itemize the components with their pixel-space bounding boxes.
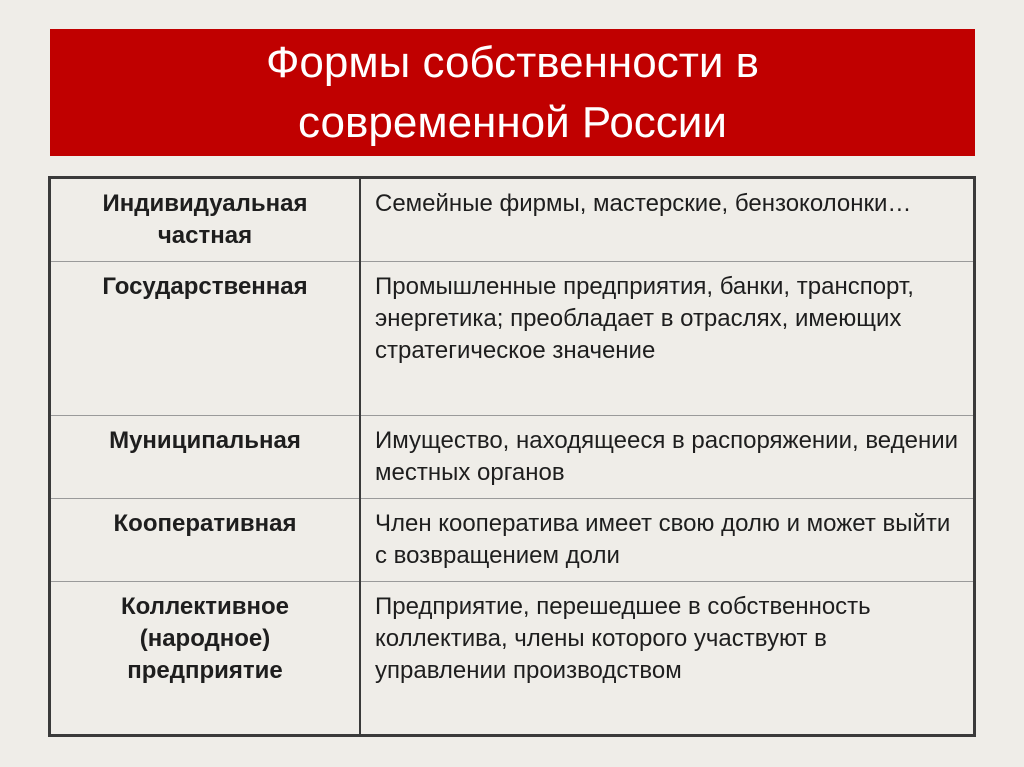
description-cell: Промышленные предприятия, банки, транспорт, энергетика; преобладает в отраслях, имеющих стратегическое значение <box>360 262 975 416</box>
table-row <box>50 416 975 499</box>
form-cell: Коллективное (народное) предприятие <box>50 582 361 736</box>
form-cell: Муниципальная <box>50 416 361 499</box>
description-cell: Предприятие, перешедшее в собственность коллектива, члены которого участвуют в управлении производством <box>360 582 975 736</box>
title-banner <box>50 29 975 156</box>
form-cell: Государственная <box>50 262 361 416</box>
slide-title-line-1: Формы собственности в <box>265 37 760 87</box>
form-cell: Кооперативная <box>50 499 361 582</box>
description-cell: Член кооператива имеет свою долю и может выйти с возвращением доли <box>360 499 975 582</box>
form-cell: Индивидуальная частная <box>50 178 361 262</box>
ownership-forms-table <box>48 176 976 737</box>
description-cell: Семейные фирмы, мастерские, бензоколонки… <box>360 178 975 262</box>
slide-title <box>163 33 863 153</box>
slide-title-line-2: современной России <box>298 97 727 147</box>
table-row <box>50 178 975 262</box>
table-row <box>50 262 975 416</box>
table-row <box>50 499 975 582</box>
table-row <box>50 582 975 736</box>
description-cell: Имущество, находящееся в распоряжении, ведении местных органов <box>360 416 975 499</box>
